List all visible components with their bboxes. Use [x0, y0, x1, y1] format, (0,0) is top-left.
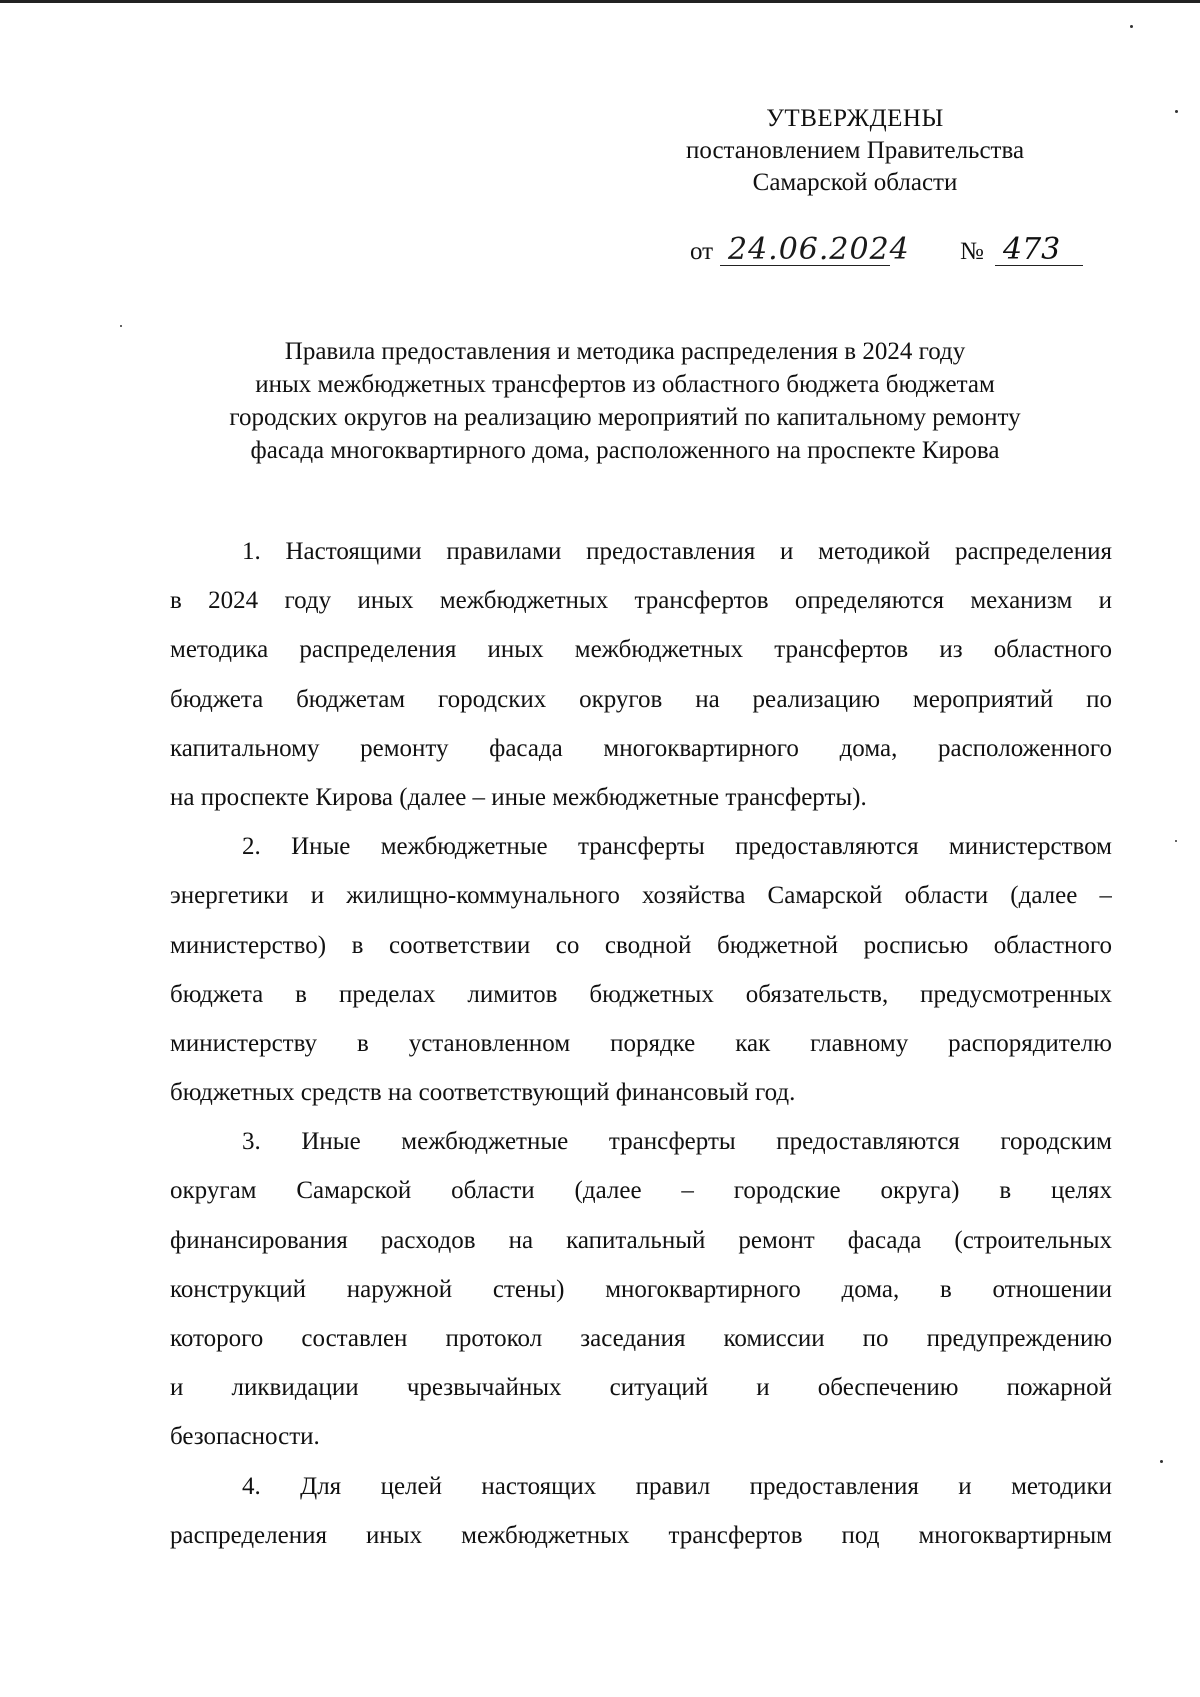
- scan-speck: [1175, 840, 1177, 842]
- paragraph-2-line: 2. Иные межбюджетные трансферты предоставляются министерством: [242, 833, 1112, 861]
- paragraph-1-line: методика распределения иных межбюджетных трансфертов из областного: [170, 636, 1112, 664]
- paragraph-3-line: безопасности.: [170, 1423, 320, 1451]
- scan-speck: [1175, 110, 1178, 113]
- paragraph-3-line: которого составлен протокол заседания комиссии по предупреждению: [170, 1325, 1112, 1352]
- date-prefix: от: [690, 238, 714, 265]
- top-border-line: [0, 0, 1200, 3]
- handwritten-number: 473: [995, 232, 1083, 266]
- title-line: иных межбюджетных трансфертов из областного бюджета бюджетам: [255, 371, 995, 398]
- paragraph-2-line: министерству в установленном порядке как главному распорядителю: [170, 1029, 1112, 1057]
- paragraph-2-line: министерство) в соответствии со сводной бюджетной росписью областного: [170, 931, 1112, 959]
- paragraph-1-line: в 2024 году иных межбюджетных трансфертов определяются механизм и: [170, 587, 1112, 615]
- paragraph-1-line: 1. Настоящими правилами предоставления и методикой распределения: [242, 538, 1112, 565]
- paragraph-1-line: на проспекте Кирова (далее – иные межбюджетные трансферты).: [170, 783, 867, 811]
- title-line: Правила предоставления и методика распределения в 2024 году: [284, 338, 966, 365]
- paragraph-2-line: бюджета в пределах лимитов бюджетных обязательств, предусмотренных: [170, 980, 1112, 1008]
- paragraph-3-line: конструкций наружной стены) многоквартирного дома, в отношении: [170, 1275, 1112, 1303]
- approval-stamp-block: [620, 103, 1090, 199]
- resolution-date-number-line: [690, 232, 1130, 272]
- handwritten-date: 24.06.2024: [720, 232, 890, 266]
- approval-line-resolution: постановлением Правительства: [685, 137, 1025, 164]
- document-body: [170, 527, 1112, 1560]
- title-line: фасада многоквартирного дома, расположенного на проспекте Кирова: [250, 437, 1000, 464]
- scan-speck: [1130, 25, 1133, 28]
- paragraph-1-line: бюджета бюджетам городских округов на реализацию мероприятий по: [170, 685, 1112, 713]
- title-line: городских округов на реализацию мероприятий по капитальному ремонту: [229, 404, 1021, 431]
- number-label: №: [960, 238, 984, 265]
- approval-line-region: Самарской области: [752, 169, 958, 196]
- approval-heading: УТВЕРЖДЕНЫ: [766, 105, 944, 132]
- paragraph-3-line: округам Самарской области (далее – городские округа) в целях: [170, 1177, 1112, 1205]
- paragraph-2-line: бюджетных средств на соответствующий финансовый год.: [170, 1079, 796, 1107]
- paragraph-3-line: финансирования расходов на капитальный ремонт фасада (строительных: [170, 1226, 1112, 1254]
- paragraph-2-line: энергетики и жилищно-коммунального хозяйства Самарской области (далее –: [170, 882, 1112, 910]
- paragraph-3-line: и ликвидации чрезвычайных ситуаций и обеспечению пожарной: [170, 1374, 1112, 1402]
- document-title: [120, 335, 1130, 467]
- paragraph-1-line: капитальному ремонту фасада многоквартирного дома, расположенного: [170, 734, 1112, 762]
- scan-speck: [120, 325, 122, 327]
- paragraph-4-line: распределения иных межбюджетных трансфертов под многоквартирным: [170, 1521, 1112, 1549]
- paragraph-3-line: 3. Иные межбюджетные трансферты предоставляются городским: [242, 1128, 1112, 1156]
- paragraph-4-line: 4. Для целей настоящих правил предоставления и методики: [242, 1472, 1112, 1500]
- scan-speck: [1160, 1460, 1163, 1463]
